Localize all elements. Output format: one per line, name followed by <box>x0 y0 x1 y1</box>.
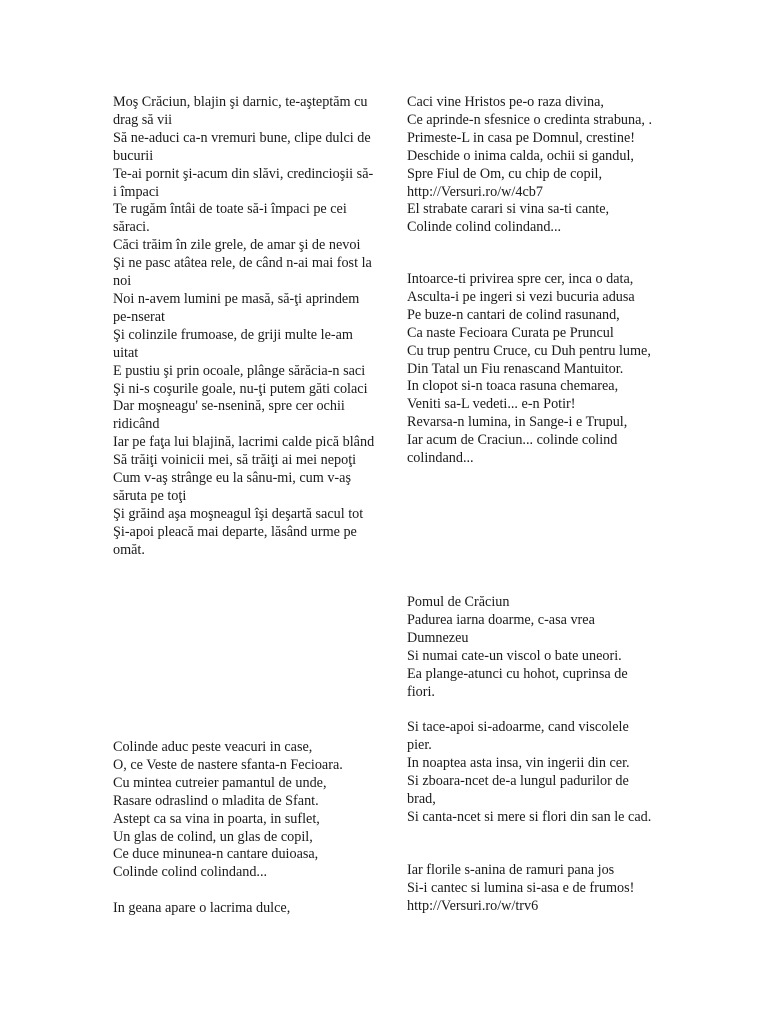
poem-mos-craciun <box>113 94 375 560</box>
verse-line: Cu trup pentru Cruce, cu Duh pentru lume, <box>407 342 651 359</box>
verse-link: http://Versuri.ro/w/4cb7 <box>407 183 543 200</box>
verse-line: Iar florile s-anina de ramuri pana jos <box>407 862 615 878</box>
verse-line: Pe buze-n cantari de colind rasunand, <box>407 306 620 323</box>
verse-line: Astept ca sa vina in poarta, in suflet, <box>113 810 320 827</box>
verse-line: Ce duce minunea-n cantare duioasa, <box>113 846 319 863</box>
verse-line: Moş Crăciun, blajin şi darnic, te-aşteptăm cu drag să vii <box>113 94 368 128</box>
verse-line: Te-ai pornit şi-acum din slăvi, credincioşii să-i împaci <box>113 165 374 200</box>
verse-line: Căci trăim în zile grele, de amar şi de nevoi <box>113 237 361 254</box>
verse-line: El strabate carari si vina sa-ti cante, <box>407 201 610 218</box>
verse-line: Primeste-L in casa pe Domnul, crestine! <box>407 129 635 146</box>
verse-line: Şi colinzile frumoase, de griji multe le-am uitat <box>113 326 353 361</box>
poem-colinde-continued <box>113 900 375 918</box>
verse-line: Spre Fiul de Om, cu chip de copil, <box>407 165 603 182</box>
verse-line: In geana apare o lacrima dulce, <box>113 900 291 916</box>
verse-line: Si-i cantec si lumina si-asa e de frumos! <box>407 879 635 896</box>
poem-pomul-de-craciun <box>407 594 655 701</box>
verse-line: Intoarce-ti privirea spre cer, inca o data, <box>407 271 634 287</box>
verse-line: Si canta-ncet si mere si flori din san le cad. <box>407 808 652 825</box>
verse-line: Si numai cate-un viscol o bate uneori. <box>407 647 622 664</box>
verse-line: In clopot si-n toaca rasuna chemarea, <box>407 378 619 395</box>
poem-title: Pomul de Crăciun <box>407 594 510 610</box>
verse-line: Ca naste Fecioara Curata pe Pruncul <box>407 324 614 341</box>
verse-link: http://Versuri.ro/w/trv6 <box>407 897 539 914</box>
verse-line: In noaptea asta insa, vin ingerii din cer. <box>407 754 630 771</box>
verse-line: Colinde colind colindand... <box>113 864 268 881</box>
verse-line: Noi n-avem lumini pe masă, să-ţi aprindem pe-nserat <box>113 290 360 325</box>
verse-line: Şi ne pasc atâtea rele, de când n-ai mai fost la noi <box>113 255 372 290</box>
poem-colinde <box>113 739 375 882</box>
verse-line: Să trăiţi voinicii mei, să trăiţi ai mei nepoţi <box>113 452 357 469</box>
verse-line: Ce aprinde-n sfesnice o credinta strabuna, . <box>407 111 653 128</box>
verse-line: Ea plange-atunci cu hohot, cuprinsa de fiori. <box>407 665 628 700</box>
stanza-1 <box>407 94 655 237</box>
verse-line: Cum v-aş strânge eu la sânu-mi, cum v-aş săruta pe toţi <box>113 470 351 504</box>
verse-line: Şi ni-s coşurile goale, nu-ţi putem găti colaci <box>113 380 368 397</box>
verse-line: Iar acum de Craciun... colinde colind colindand... <box>407 432 618 467</box>
verse-line: Colinde aduc peste veacuri in case, <box>113 739 313 755</box>
verse-line: Rasare odraslind o mladita de Sfant. <box>113 792 319 809</box>
pomul-stanza-2 <box>407 719 655 826</box>
verse-line: Te rugăm întâi de toate să-i împaci pe cei săraci. <box>113 201 347 236</box>
stanza-2 <box>407 271 655 468</box>
verse-line: E pustiu şi prin ocoale, plânge sărăcia-n saci <box>113 362 366 379</box>
verse-line: Colinde colind colindand... <box>407 219 562 236</box>
verse-line: Caci vine Hristos pe-o raza divina, <box>407 94 604 110</box>
verse-line: Iar pe faţa lui blajină, lacrimi calde pică blând <box>113 434 375 451</box>
verse-line: Un glas de colind, un glas de copil, <box>113 828 313 845</box>
verse-line: O, ce Veste de nastere sfanta-n Fecioara. <box>113 756 343 773</box>
verse-line: Si zboara-ncet de-a lungul padurilor de brad, <box>407 772 629 807</box>
verse-line: Revarsa-n lumina, in Sange-i e Trupul, <box>407 414 628 431</box>
verse-line: Veniti sa-L vedeti... e-n Potir! <box>407 396 576 413</box>
verse-line: Şi grăind aşa moşneagul îşi deşartă sacul tot <box>113 505 364 522</box>
verse-line: Asculta-i pe ingeri si vezi bucuria adusa <box>407 288 635 305</box>
verse-line: Şi-apoi pleacă mai departe, lăsând urme pe omăt. <box>113 523 357 558</box>
verse-line: Să ne-aduci ca-n vremuri bune, clipe dulci de bucurii <box>113 129 371 164</box>
verse-line: Padurea iarna doarme, c-asa vrea Dumnezeu <box>407 611 595 646</box>
verse-line: Deschide o inima calda, ochii si gandul, <box>407 147 634 164</box>
pomul-stanza-3 <box>407 862 655 916</box>
verse-line: Cu mintea cutreier pamantul de unde, <box>113 774 327 791</box>
verse-line: Dar moşneagu' se-nsenină, spre cer ochii ridicând <box>113 398 345 433</box>
verse-line: Si tace-apoi si-adoarme, cand viscolele pier. <box>407 719 629 753</box>
verse-line: Din Tatal un Fiu renascand Mantuitor. <box>407 360 624 377</box>
